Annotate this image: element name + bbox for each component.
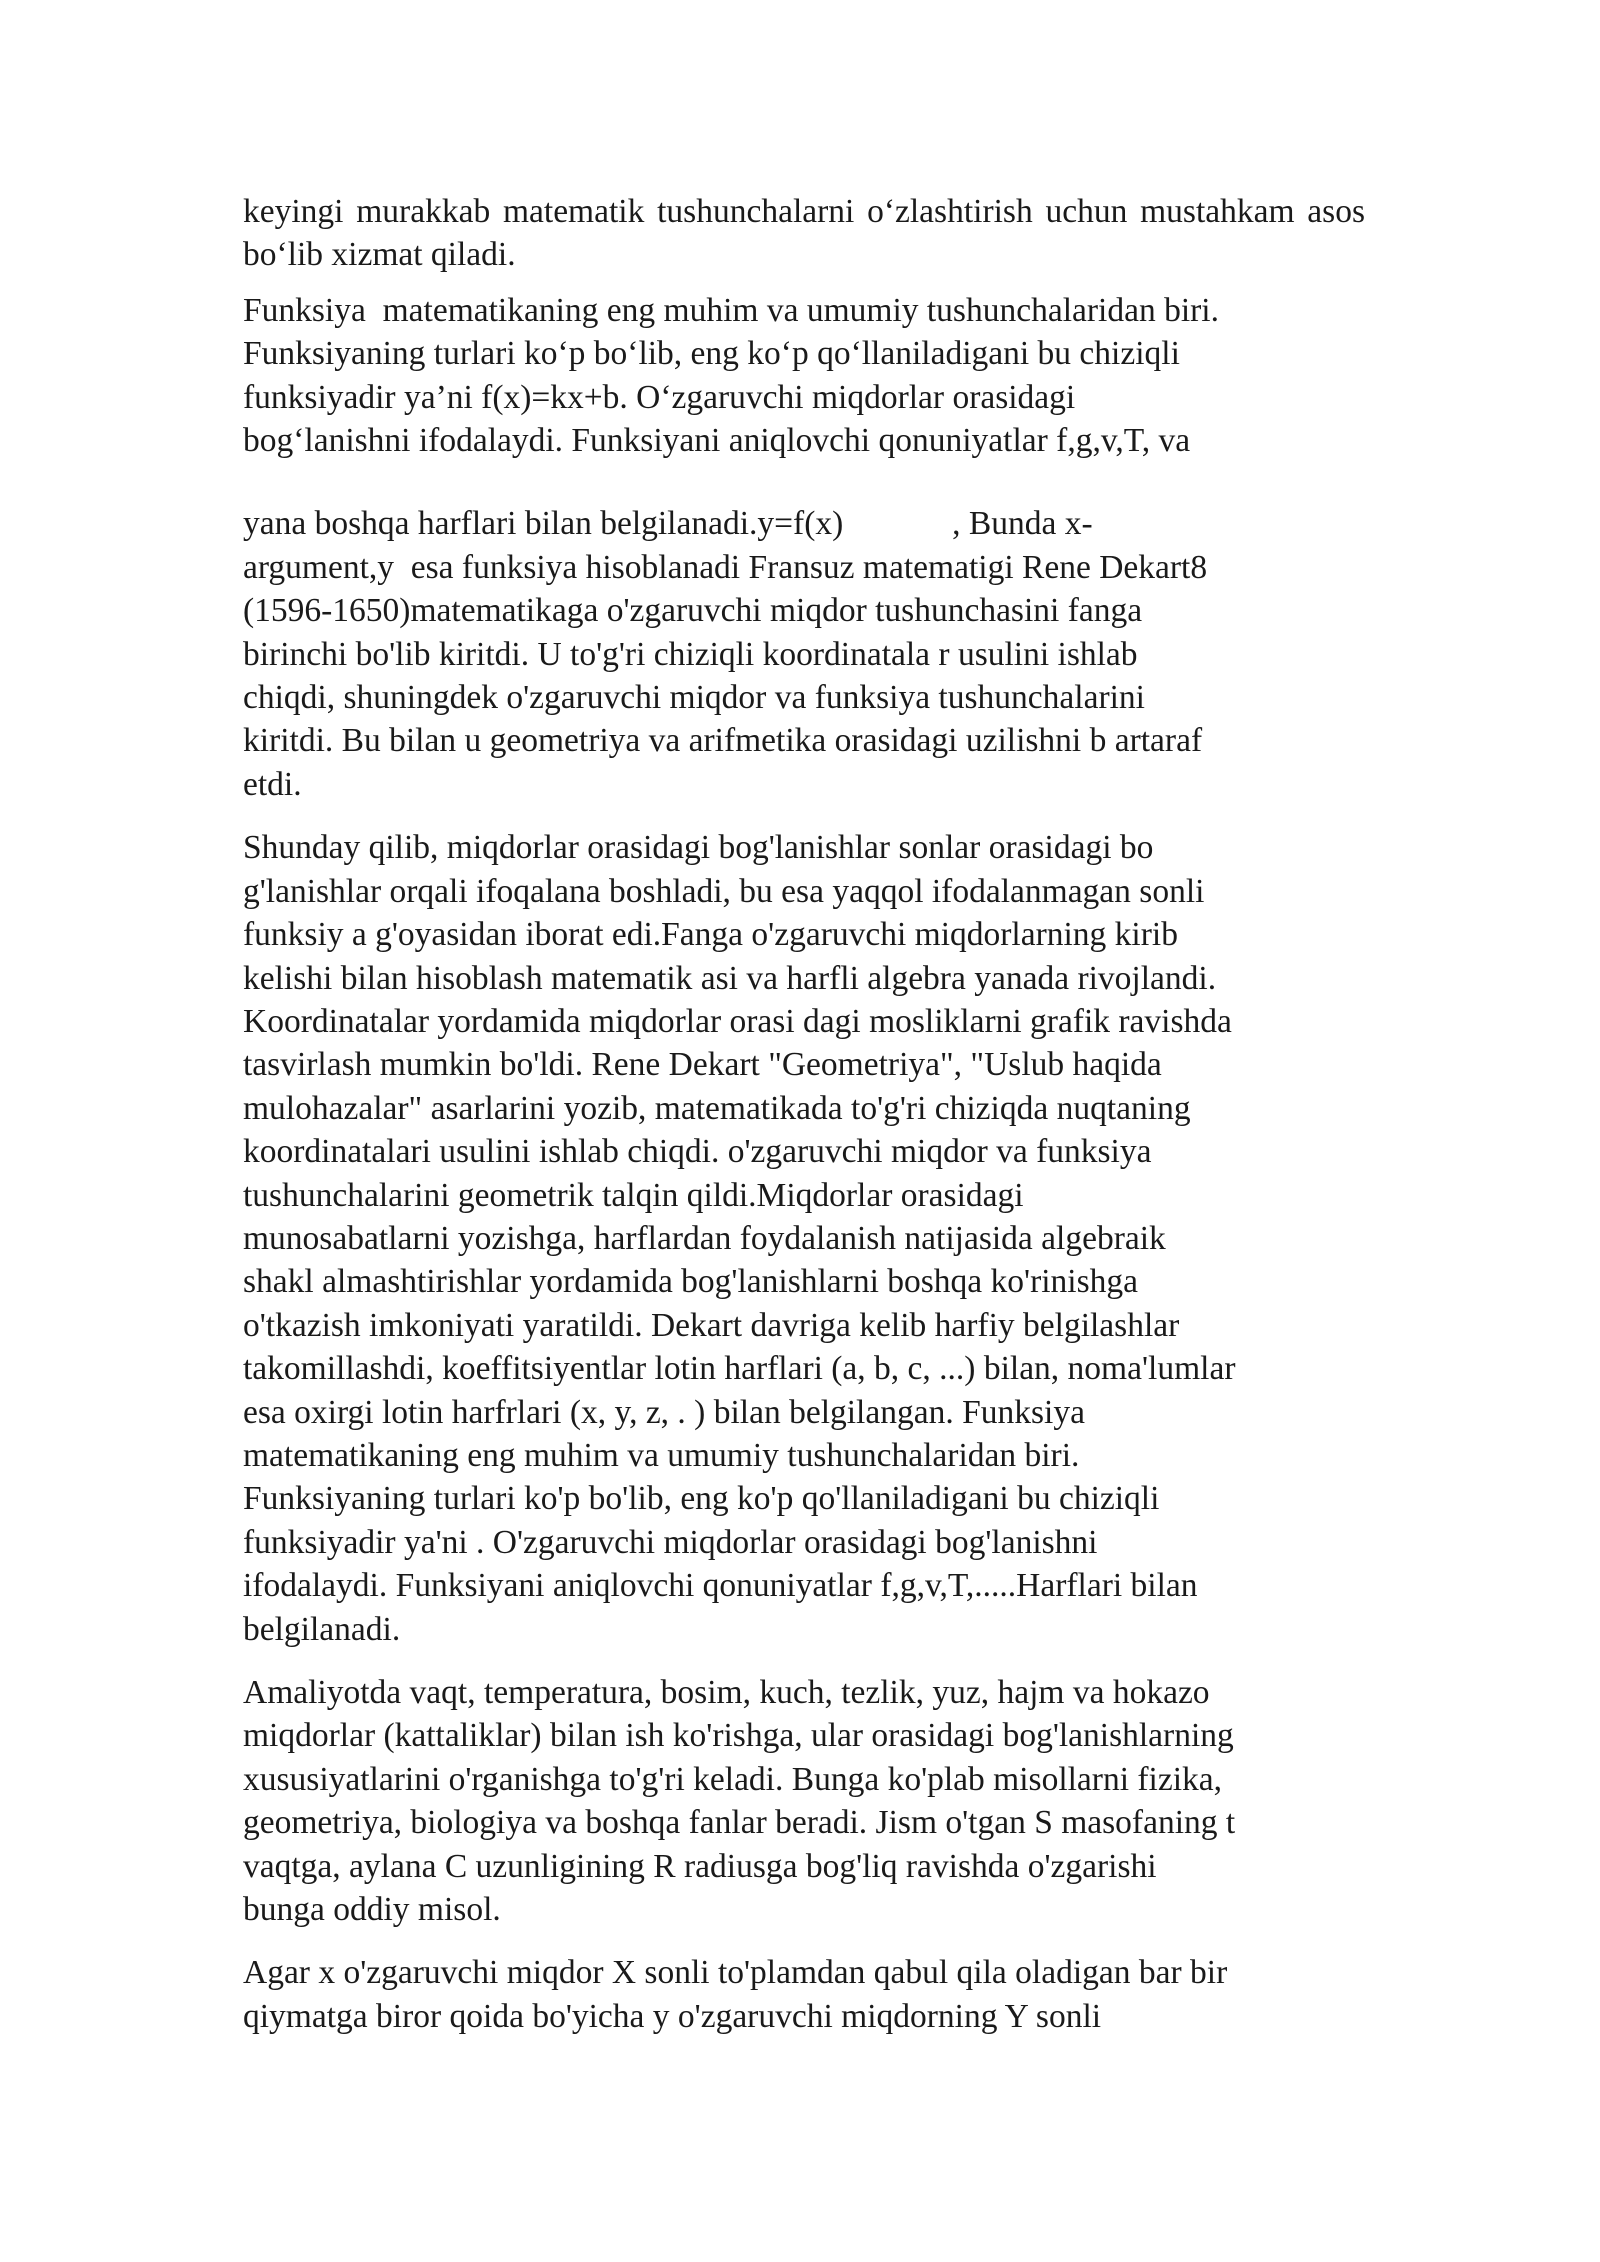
paragraph-4-line: takomillashdi, koeffitsiyentlar lotin harflari (a, b, c, ...) bilan, noma'lumlar (243, 1350, 1236, 1388)
paragraph-5-line: geometriya, biologiya va boshqa fanlar beradi. Jism o'tgan S masofaning t (243, 1804, 1236, 1842)
paragraph-4-line: tasvirlash mumkin bo'ldi. Rene Dekart "Geometriya", "Uslub haqida (243, 1046, 1162, 1084)
paragraph-4-line: tushunchalarini geometrik talqin qildi.Miqdorlar orasidagi (243, 1176, 1024, 1214)
paragraph-4-line: koordinatalari usulini ishlab chiqdi. o'zgaruvchi miqdor va funksiya (243, 1133, 1152, 1171)
blank-gap (243, 474, 1365, 502)
paragraph-4-line: belgilanadi. (243, 1610, 401, 1648)
paragraph-4-line: kelishi bilan hisoblash matematik asi va harfli algebra yanada rivojlandi. (243, 959, 1217, 997)
paragraph-6 (243, 1951, 1365, 2038)
paragraph-4-line: esa oxirgi lotin harfrlari (x, y, z, . ) bilan belgilangan. Funksiya (243, 1393, 1085, 1431)
document-page (243, 190, 1365, 2050)
paragraph-6-line: qiymatga biror qoida bo'yicha y o'zgaruvchi miqdorning Y sonli (243, 1997, 1102, 2035)
paragraph-1-line-2: mustahkam asos bo‘lib xizmat qiladi. (243, 193, 1365, 274)
paragraph-4-line: ifodalaydi. Funksiyani aniqlovchi qonuniyatlar f,g,v,T,.....Harflari bilan (243, 1567, 1198, 1605)
paragraph-4-line: munosabatlarni yozishga, harflardan foydalanish natijasida algebraik (243, 1219, 1166, 1257)
paragraph-3-line: birinchi bo'lib kiritdi. U to'g'ri chiziqli koordinatala r usulini ishlab (243, 635, 1138, 673)
paragraph-5 (243, 1671, 1365, 1931)
paragraph-5-line: miqdorlar (kattaliklar) bilan ish ko'rishga, ular orasidagi bog'lanishlarning (243, 1717, 1234, 1755)
paragraph-1-line-1: keyingi murakkab matematik tushunchalarni o‘zlashtirish uchun (243, 193, 1128, 230)
paragraph-3-line: (1596-1650)matematikaga o'zgaruvchi miqdor tushunchasini fanga (243, 592, 1143, 630)
paragraph-1 (243, 190, 1365, 277)
paragraph-4-line: o'tkazish imkoniyati yaratildi. Dekart davriga kelib harfiy belgilashlar (243, 1306, 1180, 1344)
paragraph-4-line: mulohazalar" asarlarini yozib, matematikada to'g'ri chiziqda nuqtaning (243, 1089, 1191, 1127)
paragraph-3 (243, 502, 1365, 806)
paragraph-4-line: funksiy a g'oyasidan iborat edi.Fanga o'zgaruvchi miqdorlarning kirib (243, 916, 1178, 954)
paragraph-5-line: bunga oddiy misol. (243, 1891, 501, 1929)
paragraph-4-line: funksiyadir ya'ni . O'zgaruvchi miqdorlar orasidagi bog'lanishni (243, 1523, 1098, 1561)
paragraph-3-line: yana boshqa harflari bilan belgilanadi.y=f(x) , Bunda x- (243, 505, 1093, 543)
paragraph-4 (243, 826, 1365, 1651)
paragraph-2-line: funksiyadir ya’ni f(x)=kx+b. O‘zgaruvchi miqdorlar orasidagi (243, 378, 1076, 416)
paragraph-5-line: vaqtga, aylana C uzunligining R radiusga bog'liq ravishda o'zgarishi (243, 1847, 1157, 1885)
paragraph-5-line: xususiyatlarini o'rganishga to'g'ri keladi. Bunga ko'plab misollarni fizika, (243, 1760, 1223, 1798)
paragraph-4-line: g'lanishlar orqali ifoqalana boshladi, bu esa yaqqol ifodalanmagan sonli (243, 872, 1205, 910)
paragraph-2-line: Funksiyaning turlari ko‘p bo‘lib, eng ko‘p qo‘llaniladigani bu chiziqli (243, 335, 1180, 373)
paragraph-3-line: etdi. (243, 765, 302, 803)
paragraph-2-line: Funksiya matematikaning eng muhim va umumiy tushunchalaridan biri. (243, 291, 1219, 329)
paragraph-6-line: Agar x o'zgaruvchi miqdor X sonli to'plamdan qabul qila oladigan bar bir (243, 1954, 1228, 1992)
paragraph-5-line: Amaliyotda vaqt, temperatura, bosim, kuch, tezlik, yuz, hajm va hokazo (243, 1674, 1210, 1711)
paragraph-3-line: chiqdi, shuningdek o'zgaruvchi miqdor va funksiya tushunchalarini (243, 679, 1145, 717)
paragraph-3-line: argument,y esa funksiya hisoblanadi Fransuz matematigi Rene Dekart8 (243, 548, 1208, 586)
paragraph-2-line: bog‘lanishni ifodalaydi. Funksiyani aniqlovchi qonuniyatlar f,g,v,T, va (243, 422, 1191, 460)
paragraph-4-line: shakl almashtirishlar yordamida bog'lanishlarni boshqa ko'rinishga (243, 1263, 1138, 1301)
paragraph-2 (243, 289, 1365, 463)
paragraph-3-line: kiritdi. Bu bilan u geometriya va arifmetika orasidagi uzilishni b artaraf (243, 722, 1203, 760)
paragraph-4-line: matematikaning eng muhim va umumiy tushunchalaridan biri. (243, 1436, 1080, 1474)
paragraph-4-line: Funksiyaning turlari ko'p bo'lib, eng ko'p qo'llaniladigani bu chiziqli (243, 1480, 1160, 1518)
paragraph-4-line: Koordinatalar yordamida miqdorlar orasi dagi mosliklarni grafik ravishda (243, 1002, 1232, 1040)
paragraph-4-line: Shunday qilib, miqdorlar orasidagi bog'lanishlar sonlar orasidagi bo (243, 829, 1154, 867)
